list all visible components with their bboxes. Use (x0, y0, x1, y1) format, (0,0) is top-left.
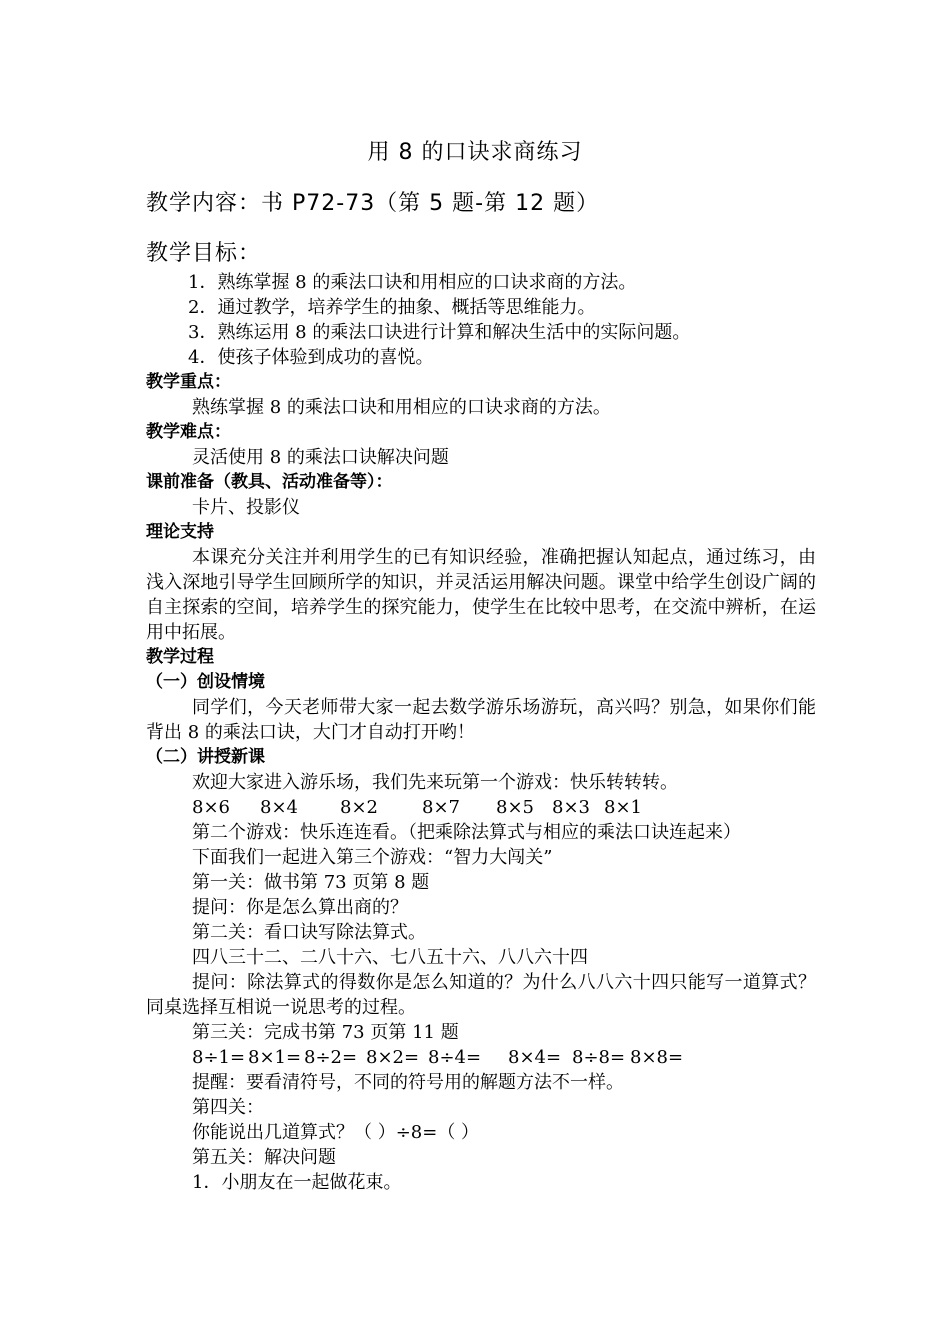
game1-item: 8×1 (604, 797, 642, 818)
difficulty-text: 灵活使用 8 的乘法口诀解决问题 (192, 447, 449, 468)
game1-item: 8×3 (552, 797, 590, 818)
game1-item: 8×4 (260, 797, 298, 818)
key-heading: 教学重点： (146, 372, 231, 392)
level3-item: 8÷4= (428, 1047, 482, 1068)
goal-item: 1．熟练掌握 8 的乘法口诀和用相应的口诀求商的方法。 (188, 272, 637, 293)
level5: 第五关：解决问题 (192, 1147, 336, 1168)
game1-item: 8×7 (422, 797, 460, 818)
reminder: 提醒：要看清符号，不同的符号用的解题方法不一样。 (192, 1072, 624, 1093)
level3-item: 8×1= (248, 1047, 302, 1068)
theory-heading: 理论支持 (146, 522, 214, 542)
game1-text: 欢迎大家进入游乐场，我们先来玩第一个游戏：快乐转转转。 (192, 772, 678, 793)
section2-heading: （二）讲授新课 (146, 747, 265, 767)
key-text: 熟练掌握 8 的乘法口诀和用相应的口诀求商的方法。 (192, 397, 611, 418)
prep-text: 卡片、投影仪 (192, 497, 300, 518)
theory-text: 本课充分关注并利用学生的已有知识经验，准确把握认知起点，通过练习，由浅入深地引导学生回顾所学的知识，并灵活运用解决问题。课堂中给学生创设广阔的自主探索的空间，培养学生的探究能力，使学生在比较中思考，在交流中辨析，在运用中拓展。 (146, 547, 816, 643)
goal-item: 4．使孩子体验到成功的喜悦。 (188, 347, 434, 368)
rhymes: 四八三十二、二八十六、七八五十六、八八六十四 (192, 947, 588, 968)
question2: 提问：除法算式的得数你是怎么知道的？为什么八八六十四只能写一道算式？同桌选择互相说一说思考的过程。 (146, 972, 816, 1018)
question1: 提问：你是怎么算出商的？ (192, 897, 408, 918)
game1-item: 8×6 (192, 797, 230, 818)
level3-item: 8×2= (366, 1047, 420, 1068)
process-heading: 教学过程 (146, 647, 214, 667)
prep-heading: 课前准备（教具、活动准备等）： (146, 472, 393, 492)
level3-item: 8÷2= (304, 1047, 358, 1068)
level3-item: 8×8= (630, 1047, 684, 1068)
level2: 第二关：看口诀写除法算式。 (192, 922, 426, 943)
content-heading: 教学内容：书 P72-73（第 5 题-第 12 题） (146, 191, 600, 216)
level1: 第一关：做书第 73 页第 8 题 (192, 872, 430, 893)
level3: 第三关：完成书第 73 页第 11 题 (192, 1022, 459, 1043)
level3-item: 8÷1= (192, 1047, 246, 1068)
goal-item: 2．通过教学，培养学生的抽象、概括等思维能力。 (188, 297, 596, 318)
level3-item: 8÷8= (572, 1047, 626, 1068)
section1-heading: （一）创设情境 (146, 672, 265, 692)
level3-item: 8×4= (508, 1047, 562, 1068)
game3-intro: 下面我们一起进入第三个游戏：“智力大闯关” (192, 847, 553, 868)
section1-text: 同学们，今天老师带大家一起去数学游乐场游玩，高兴吗？别急，如果你们能背出 8 的乘法口诀，大门才自动打开哟！ (146, 697, 816, 743)
game1-items (146, 795, 816, 820)
page-title: 用 8 的口诀求商练习 (367, 140, 583, 165)
level4: 第四关： (192, 1097, 264, 1118)
goal-item: 3．熟练运用 8 的乘法口诀进行计算和解决生活中的实际问题。 (188, 322, 691, 343)
problem1: 1．小朋友在一起做花束。 (192, 1172, 402, 1193)
document-body (146, 270, 816, 1195)
level4-question: 你能说出几道算式？（ ）÷8=（ ） (192, 1122, 480, 1143)
game1-item: 8×2 (340, 797, 378, 818)
level3-items (146, 1045, 816, 1070)
game1-item: 8×5 (496, 797, 534, 818)
game2-text: 第二个游戏：快乐连连看。（把乘除法算式与相应的乘法口诀连起来） (192, 822, 741, 843)
goals-heading: 教学目标： (146, 241, 262, 266)
difficulty-heading: 教学难点： (146, 422, 231, 442)
